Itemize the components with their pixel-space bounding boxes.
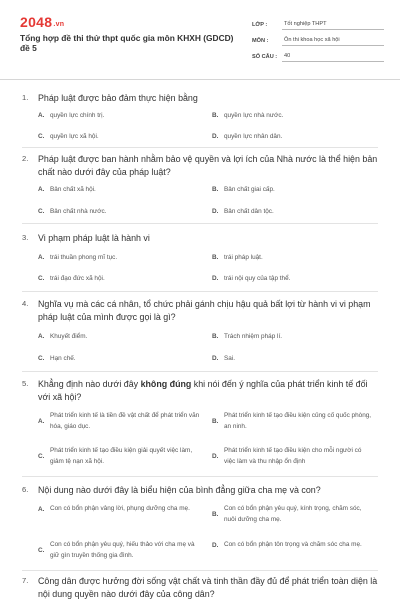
meta-row-subject: [252, 30, 384, 46]
option-letter: B.: [212, 418, 219, 425]
option-c[interactable]: [38, 206, 106, 217]
option-text: Khuyết điểm.: [50, 333, 88, 340]
option-c[interactable]: [38, 131, 99, 142]
option-letter: A.: [38, 186, 45, 193]
option-text: Trách nhiệm pháp lí.: [224, 333, 283, 340]
option-text: quyền lực nhà nước.: [224, 112, 284, 119]
question-3: [22, 232, 382, 245]
option-b[interactable]: [212, 504, 374, 525]
option-letter: C.: [38, 208, 45, 215]
question-number: 2.: [22, 154, 29, 163]
option-text: Bản chất dân tộc.: [224, 208, 274, 215]
option-letter: A.: [38, 112, 45, 119]
option-text: Con có bổn phận vâng lời, phụng dưỡng cha mẹ.: [50, 505, 190, 513]
question-separator: [22, 570, 378, 571]
option-letter: D.: [212, 275, 219, 282]
option-c[interactable]: [38, 353, 76, 364]
option-text: Bản chất giai cấp.: [224, 186, 275, 193]
question-4: [22, 298, 382, 323]
meta-row-class: [252, 14, 384, 30]
option-text: Phát triển kinh tế là tiền đề vật chất để phát triển văn hóa, giáo dục.: [50, 412, 200, 430]
question-number: 3.: [22, 233, 29, 242]
question-number: 5.: [22, 379, 29, 388]
option-d[interactable]: [212, 131, 282, 142]
question-number: 6.: [22, 485, 29, 494]
option-text: quyền lực xã hội.: [50, 133, 99, 140]
option-letter: C.: [38, 453, 45, 460]
question-text-part: Khẳng định nào dưới đây: [38, 379, 141, 389]
option-a[interactable]: [38, 504, 200, 515]
option-text: Bản chất xã hội.: [50, 186, 96, 193]
header-divider: [0, 79, 400, 80]
option-text: Hạn chế.: [50, 355, 76, 362]
question-text: Vi phạm pháp luật là hành vi: [38, 233, 150, 243]
option-text: trái pháp luật.: [224, 254, 263, 261]
question-text-part: khi nói đến ý nghĩa của phát triển kinh tế đối với xã hội?: [38, 379, 368, 402]
option-text: Bản chất nhà nước.: [50, 208, 107, 215]
question-text: [38, 378, 382, 403]
question-number: 1.: [22, 93, 29, 102]
option-c[interactable]: [38, 273, 105, 284]
question-separator: [22, 371, 378, 372]
option-letter: B.: [212, 333, 219, 340]
option-letter: D.: [212, 133, 219, 140]
question-text-emphasis: không đúng: [140, 379, 192, 389]
option-d[interactable]: [212, 540, 374, 551]
question-6: [22, 484, 382, 497]
question-7: [22, 575, 382, 600]
question-1: [22, 92, 382, 105]
meta-row-count: [252, 46, 384, 62]
option-text: Phát triển kinh tế tạo điều kiện cho mỗi người có việc làm và thu nhập ổn định: [224, 447, 362, 465]
option-a[interactable]: [38, 411, 200, 432]
option-letter: A.: [38, 333, 45, 340]
option-a[interactable]: [38, 184, 96, 195]
option-letter: A.: [38, 418, 45, 425]
option-d[interactable]: [212, 273, 290, 284]
option-letter: A.: [38, 506, 45, 513]
option-text: quyền lực chính trị.: [50, 112, 105, 119]
option-d[interactable]: [212, 206, 274, 217]
meta-value: 40: [282, 53, 384, 62]
option-c[interactable]: [38, 540, 200, 561]
option-letter: C.: [38, 133, 45, 140]
option-letter: B.: [212, 511, 219, 518]
option-text: Phát triển kinh tế tạo điều kiện giải quyết việc làm, giảm tệ nạn xã hội.: [50, 447, 193, 465]
option-b[interactable]: [212, 184, 275, 195]
option-letter: A.: [38, 254, 45, 261]
site-logo[interactable]: [20, 14, 64, 30]
option-text: Sai.: [224, 355, 236, 362]
meta-key: LỚP :: [252, 22, 268, 28]
question-text: Công dân được hưởng đời sống vật chất và tinh thần đầy đủ để phát triển toàn diện là nội dung quyền nào dưới đây của công dân?: [38, 576, 378, 599]
option-letter: D.: [212, 542, 219, 549]
option-letter: C.: [38, 275, 45, 282]
option-text: Con có bổn phận tôn trọng và chăm sóc cha mẹ.: [224, 541, 362, 549]
option-d[interactable]: [212, 446, 374, 467]
option-letter: B.: [212, 112, 219, 119]
option-letter: C.: [38, 355, 45, 362]
question-number: 7.: [22, 576, 29, 585]
meta-info: [252, 14, 384, 62]
question-text: Nghĩa vụ mà các cá nhân, tổ chức phải gánh chịu hậu quả bất lợi từ hành vi vi phạm pháp luật của mình được gọi là gì?: [38, 299, 371, 322]
option-text: quyền lực nhân dân.: [224, 133, 283, 140]
logo-tld: .vn: [53, 21, 65, 28]
question-separator: [22, 147, 378, 148]
option-letter: C.: [38, 547, 45, 554]
option-text: Con có bổn phận yêu quý, hiếu thảo với cha mẹ và giữ gìn truyền thống gia đình.: [50, 541, 195, 559]
meta-value: Ôn thi khoa học xã hội: [282, 37, 384, 46]
option-d[interactable]: [212, 353, 235, 364]
option-text: trái thuần phong mĩ tục.: [50, 254, 118, 261]
option-c[interactable]: [38, 446, 200, 467]
document-title: Tổng hợp đề thi thử thpt quốc gia môn KHXH (GDCD) đề 5: [20, 33, 234, 53]
option-b[interactable]: [212, 110, 283, 121]
option-letter: D.: [212, 208, 219, 215]
question-separator: [22, 223, 378, 224]
option-a[interactable]: [38, 110, 104, 121]
option-b[interactable]: [212, 411, 374, 432]
option-text: trái đạo đức xã hội.: [50, 275, 105, 282]
question-separator: [22, 291, 378, 292]
option-b[interactable]: [212, 331, 282, 342]
meta-value: Tốt nghiệp THPT: [282, 21, 384, 30]
meta-key: MÔN :: [252, 38, 269, 44]
logo-text: 2048: [20, 14, 53, 30]
meta-key: SỐ CÂU :: [252, 54, 278, 60]
question-separator: [22, 476, 378, 477]
option-letter: B.: [212, 254, 219, 261]
option-a[interactable]: [38, 331, 87, 342]
question-2: [22, 153, 382, 178]
worksheet-header: [0, 0, 400, 78]
option-letter: D.: [212, 453, 219, 460]
option-text: Phát triển kinh tế tạo điều kiện củng cố quốc phòng, an ninh.: [224, 412, 372, 430]
option-letter: D.: [212, 355, 219, 362]
question-number: 4.: [22, 299, 29, 308]
option-b[interactable]: [212, 252, 263, 263]
option-letter: B.: [212, 186, 219, 193]
question-5: [22, 378, 382, 403]
question-text: Pháp luật được ban hành nhằm bảo vệ quyền và lợi ích của Nhà nước là thể hiện bản chất nào dưới đây của pháp luật?: [38, 154, 378, 177]
question-text: Pháp luật được bảo đảm thực hiện bằng: [38, 93, 198, 103]
option-a[interactable]: [38, 252, 117, 263]
option-text: Con có bổn phận yêu quý, kính trọng, chăm sóc, nuôi dưỡng cha mẹ.: [224, 505, 362, 523]
option-text: trái nội quy của tập thể.: [224, 275, 291, 282]
question-text: Nội dung nào dưới đây là biểu hiện của bình đẳng giữa cha mẹ và con?: [38, 485, 321, 495]
